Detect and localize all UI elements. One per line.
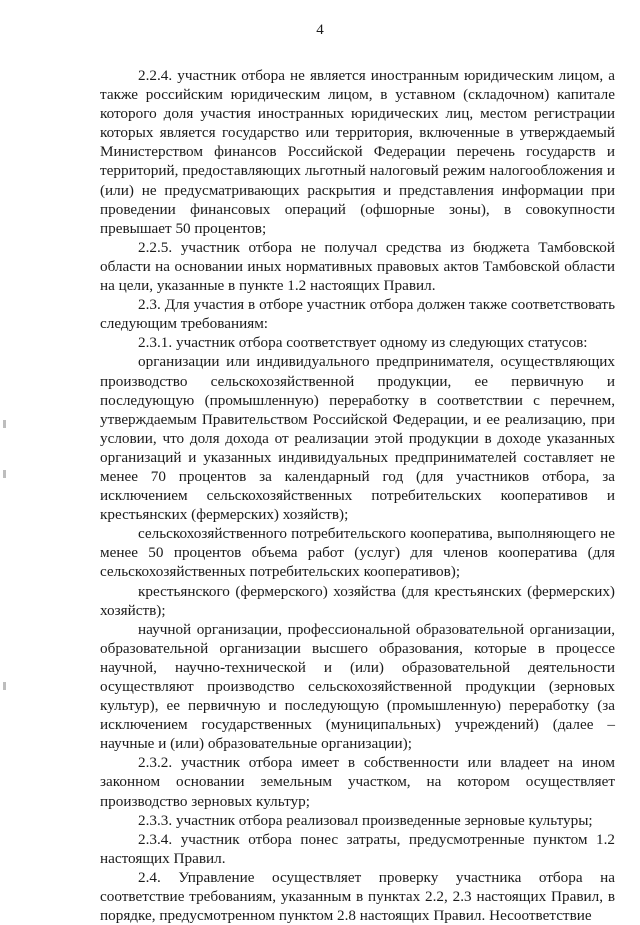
paragraph-2-3-2: 2.3.2. участник отбора имеет в собственности или владеет на ином законном основании земельным участком, на котором осуществляет производство зерновых культур; — [100, 754, 615, 810]
document-body — [100, 66, 615, 925]
paragraph-2-2-5: 2.2.5. участник отбора не получал средства из бюджета Тамбовской области на основании иных нормативных правовых актов Тамбовской области на цели, указанные в пункте 1.2 настоящих Правил. — [100, 238, 615, 295]
paragraph-2-4: 2.4. Управление осуществляет проверку участника отбора на соответствие требованиям, указанным в пунктах 2.2, 2.3 настоящих Правил, в порядке, предусмотренном пунктом 2.8 настоящих Правил. Несоответствие — [100, 868, 615, 925]
scan-margin-mark — [3, 470, 6, 478]
paragraph-2-3-1: 2.3.1. участник отбора соответствует одному из следующих статусов: — [138, 334, 588, 352]
status-item-scientific-org: научной организации, профессиональной образовательной организации, образовательной организации высшего образования, которые в процессе научной, научно-технической и (или) образовательной деятельности осуществляют производство сельскохозяйственной продукции (зерновых культур), ее первичную и последующую (промышленную) переработку (за исключением государственных (муниципальных) учреждений) (далее – научные и (или) образовательные организации); — [100, 620, 615, 753]
paragraph-2-2-4: 2.2.4. участник отбора не является иностранным юридическим лицом, а также российским юридическим лицом, в уставном (складочном) капитале которого доля участия иностранных юридических лиц, местом регистрации которых является государство или территория, включенные в утверждаемый Министерством финансов Российской Федерации перечень государств и территорий, предоставляющих льготный налоговый режим налогообложения и (или) не предусматривающих раскрытия и представления информации при проведении финансовых операций (офшорные зоны), в совокупности превышает 50 процентов; — [100, 67, 615, 237]
status-item-farm: крестьянского (фермерского) хозяйства (для крестьянских (фермерских) хозяйств); — [100, 582, 615, 619]
status-item-cooperative: сельскохозяйственного потребительского кооператива, выполняющего не менее 50 процентов объема работ (услуг) для членов кооператива (для сельскохозяйственных потребительских кооперативов); — [100, 525, 615, 581]
scan-margin-mark — [3, 420, 6, 428]
page-number: 4 — [316, 22, 324, 38]
paragraph-2-3-4: 2.3.4. участник отбора понес затраты, предусмотренные пунктом 1.2 настоящих Правил. — [100, 830, 615, 867]
paragraph-2-3-3: 2.3.3. участник отбора реализовал произведенные зерновые культуры; — [138, 811, 593, 829]
paragraph-2-3: 2.3. Для участия в отборе участник отбора должен также соответствовать следующим требованиям: — [100, 296, 615, 333]
scan-margin-mark — [3, 682, 6, 690]
status-item-organization: организации или индивидуального предпринимателя, осуществляющих производство сельскохозяйственной продукции, ее первичную и последующую (промышленную) переработку в соответствии с перечнем, утверждаемым Правительством Российской Федерации, и ее реализацию, при условии, что доля дохода от реализации этой продукции в доходе указанных организаций и указанных индивидуальных предпринимателей составляет не менее 70 процентов за календарный год (для участников отбора, за исключением сельскохозяйственных потребительских кооперативов и крестьянских (фермерских) хозяйств); — [100, 353, 615, 524]
